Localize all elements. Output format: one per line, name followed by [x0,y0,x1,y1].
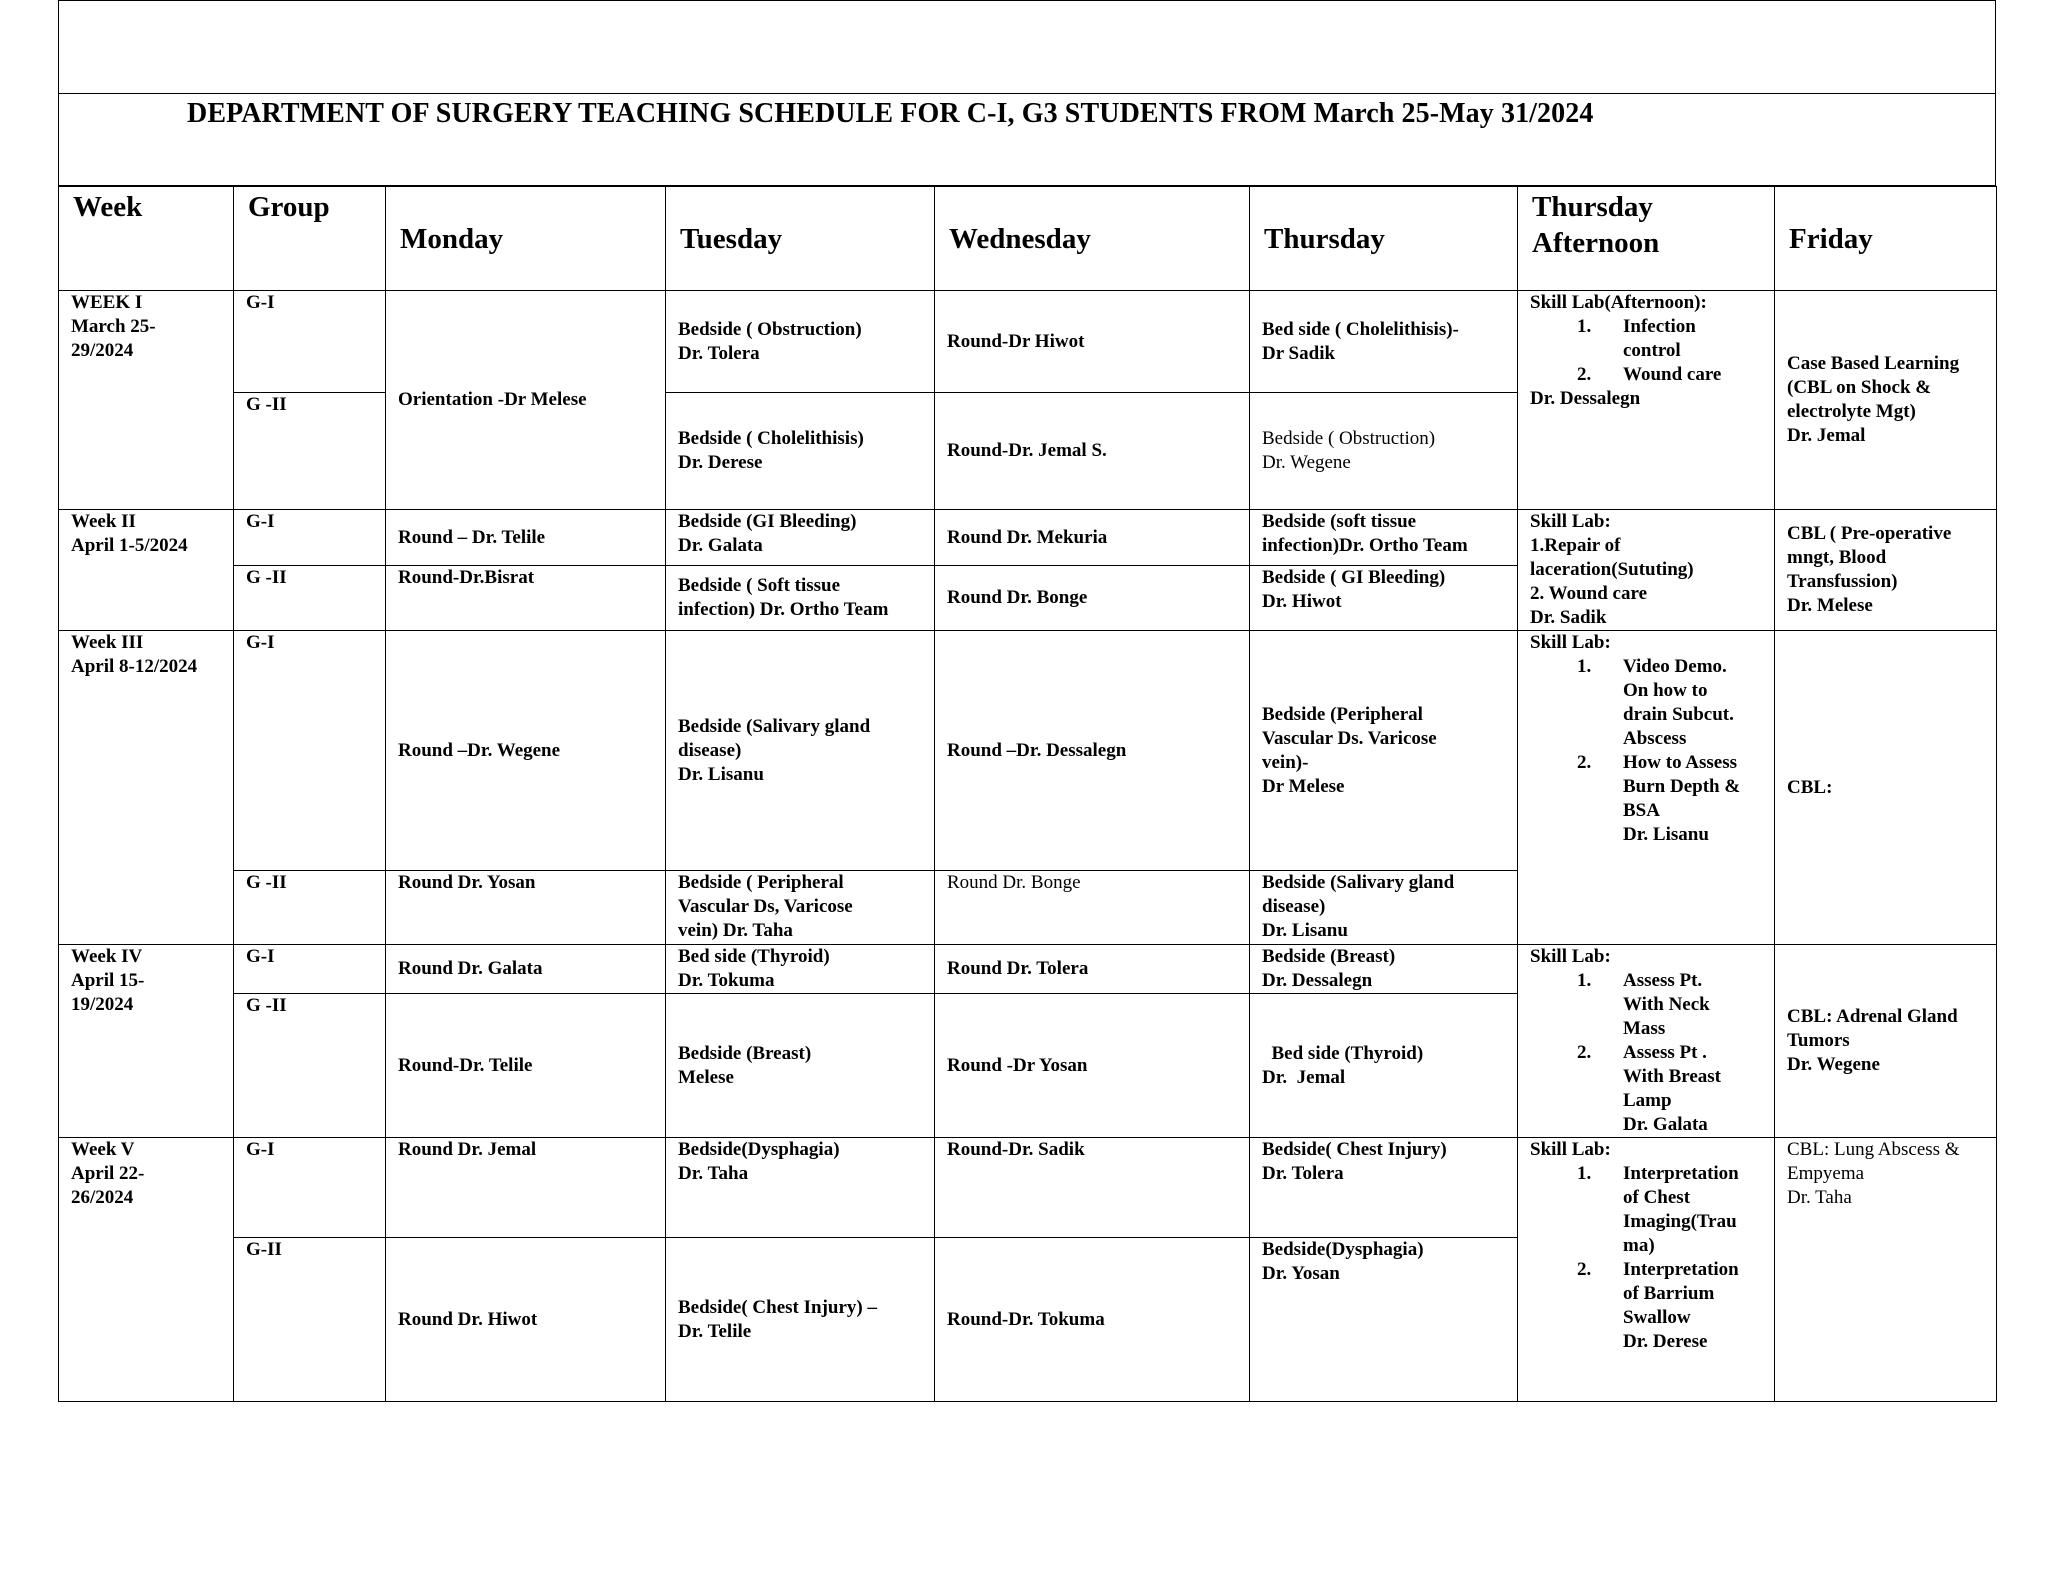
list-item: 1. Interpretation of Chest Imaging(Trau ma) [1577,1163,1739,1256]
week4-g1-row [59,945,1997,994]
week1-monday: Orientation -Dr Melese [386,291,666,510]
week4-friday: CBL: Adrenal Gland Tumors Dr. Wegene [1775,945,1997,1138]
week5-g2-monday: Round Dr. Hiwot [386,1238,666,1402]
week4-g1-wednesday: Round Dr. Tolera [935,945,1250,994]
week1-g1-tuesday: Bedside ( Obstruction) Dr. Tolera [666,291,935,393]
week5-g1-row [59,1138,1997,1238]
week5-g2-wednesday: Round-Dr. Tokuma [935,1238,1250,1402]
week3-g1-row [59,631,1997,871]
week4-g1-tuesday: Bed side (Thyroid) Dr. Tokuma [666,945,935,994]
week5-g2-tuesday: Bedside( Chest Injury) – Dr. Telile [666,1238,935,1402]
week2-skill-lab: Skill Lab: 1.Repair of laceration(Sututing) 2. Wound care Dr. Sadik [1518,510,1775,631]
week2-g2-tuesday: Bedside ( Soft tissue infection) Dr. Ortho Team [666,566,935,631]
week4-g2-wednesday: Round -Dr Yosan [935,994,1250,1138]
week3-g1-group: G-I [234,631,386,871]
week5-g1-monday: Round Dr. Jemal [386,1138,666,1238]
list-item: 1. Infection control [1577,316,1696,361]
week5-friday: CBL: Lung Abscess & Empyema Dr. Taha [1775,1138,1997,1402]
week1-g2-wednesday: Round-Dr. Jemal S. [935,393,1250,510]
week4-g1-group: G-I [234,945,386,994]
week3-g2-group: G -II [234,871,386,945]
col-tuesday: Tuesday [666,187,935,291]
week3-g2-monday: Round Dr. Yosan [386,871,666,945]
week4-skill-list [1530,969,1762,1113]
week3-friday: CBL: [1775,631,1997,945]
week3-skill-lab: Skill Lab: 1. Video Demo. On how to drain Subcut. Abscess 2. How to Assess Burn Depth & BSA Dr. Lisanu [1518,631,1775,945]
week4-label: Week IV April 15- 19/2024 [59,945,234,1138]
header-table [58,0,1996,186]
col-monday: Monday [386,187,666,291]
document-title: DEPARTMENT OF SURGERY TEACHING SCHEDULE FOR C-I, G3 STUDENTS FROM March 25-May 31/2024 [187,98,1594,129]
week3-label: Week III April 8-12/2024 [59,631,234,945]
week5-g2-thursday: Bedside(Dysphagia) Dr. Yosan [1250,1238,1518,1402]
week4-g2-monday: Round-Dr. Telile [386,994,666,1138]
week2-friday: CBL ( Pre-operative mngt, Blood Transfussion) Dr. Melese [1775,510,1997,631]
week2-g1-tuesday: Bedside (GI Bleeding) Dr. Galata [666,510,935,566]
week5-g1-group: G-I [234,1138,386,1238]
list-item: 2. Assess Pt . With Breast Lamp [1577,1042,1721,1111]
week1-friday: Case Based Learning (CBL on Shock & electrolyte Mgt) Dr. Jemal [1775,291,1997,510]
week5-g2-group: G-II [234,1238,386,1402]
list-item: 1. Assess Pt. With Neck Mass [1577,970,1710,1039]
week2-g1-monday: Round – Dr. Telile [386,510,666,566]
week5-g1-tuesday: Bedside(Dysphagia) Dr. Taha [666,1138,935,1238]
col-week: Week [59,187,234,291]
list-item: 1. Video Demo. On how to drain Subcut. Abscess [1577,656,1734,749]
week2-g1-wednesday: Round Dr. Mekuria [935,510,1250,566]
week2-g2-wednesday: Round Dr. Bonge [935,566,1250,631]
week5-g1-wednesday: Round-Dr. Sadik [935,1138,1250,1238]
col-thursday-afternoon-line2: Afternoon [1532,227,1660,259]
title-row [59,94,1996,186]
week3-g1-wednesday: Round –Dr. Dessalegn [935,631,1250,871]
week1-g2-tuesday: Bedside ( Cholelithisis) Dr. Derese [666,393,935,510]
col-friday: Friday [1775,187,1997,291]
col-thursday: Thursday [1250,187,1518,291]
list-item: 2. Interpretation of Barrium Swallow [1577,1259,1739,1328]
col-thursday-afternoon-line1: Thursday [1532,191,1653,223]
week1-g2-group: G -II [234,393,386,510]
week1-g1-group: G-I [234,291,386,393]
week2-g2-monday: Round-Dr.Bisrat [386,566,666,631]
week3-g2-tuesday: Bedside ( Peripheral Vascular Ds, Varicose vein) Dr. Taha [666,871,935,945]
week2-g1-group: G-I [234,510,386,566]
col-wednesday: Wednesday [935,187,1250,291]
week3-g1-tuesday: Bedside (Salivary gland disease) Dr. Lisanu [666,631,935,871]
week1-g2-thursday: Bedside ( Obstruction) Dr. Wegene [1250,393,1518,510]
week5-label: Week V April 22- 26/2024 [59,1138,234,1402]
week5-skill-lab: Skill Lab: 1. Interpretation of Chest Imaging(Trau ma) 2. Interpretation of Barrium Swallow Dr. Derese [1518,1138,1775,1402]
col-group: Group [234,187,386,291]
week4-g1-monday: Round Dr. Galata [386,945,666,994]
week4-g2-group: G -II [234,994,386,1138]
week1-skill-list [1530,315,1762,387]
week2-g1-row [59,510,1997,566]
week1-g1-wednesday: Round-Dr Hiwot [935,291,1250,393]
list-item: 2. How to Assess Burn Depth & BSA [1577,752,1741,821]
week4-g2-thursday: Bed side (Thyroid) Dr. Jemal [1250,994,1518,1138]
week3-g2-wednesday: Round Dr. Bonge [935,871,1250,945]
week3-g2-thursday: Bedside (Salivary gland disease) Dr. Lisanu [1250,871,1518,945]
list-item: 2. Wound care [1577,364,1722,385]
col-thursday-afternoon [1518,187,1775,291]
week4-g1-thursday: Bedside (Breast) Dr. Dessalegn [1250,945,1518,994]
week3-g1-monday: Round –Dr. Wegene [386,631,666,871]
week1-g1-thursday: Bed side ( Cholelithisis)- Dr Sadik [1250,291,1518,393]
blank-header-row [59,1,1996,94]
week2-g1-thursday: Bedside (soft tissue infection)Dr. Ortho Team [1250,510,1518,566]
week1-label: WEEK I March 25- 29/2024 [59,291,234,510]
schedule-table [58,186,1997,1402]
week1-g1-row [59,291,1997,393]
week2-g2-group: G -II [234,566,386,631]
week3-g1-thursday: Bedside (Peripheral Vascular Ds. Varicose vein)- Dr Melese [1250,631,1518,871]
column-header-row [59,187,1997,291]
week4-skill-lab: Skill Lab: 1. Assess Pt. With Neck Mass 2. Assess Pt . With Breast Lamp Dr. Galata [1518,945,1775,1138]
week5-g1-thursday: Bedside( Chest Injury) Dr. Tolera [1250,1138,1518,1238]
week4-g2-tuesday: Bedside (Breast) Melese [666,994,935,1138]
week3-skill-list [1530,655,1762,823]
week5-skill-list [1530,1162,1762,1330]
week1-skill-lab: Skill Lab(Afternoon): 1. Infection control 2. Wound care Dr. Dessalegn [1518,291,1775,510]
week2-g2-thursday: Bedside ( GI Bleeding) Dr. Hiwot [1250,566,1518,631]
week2-label: Week II April 1-5/2024 [59,510,234,631]
